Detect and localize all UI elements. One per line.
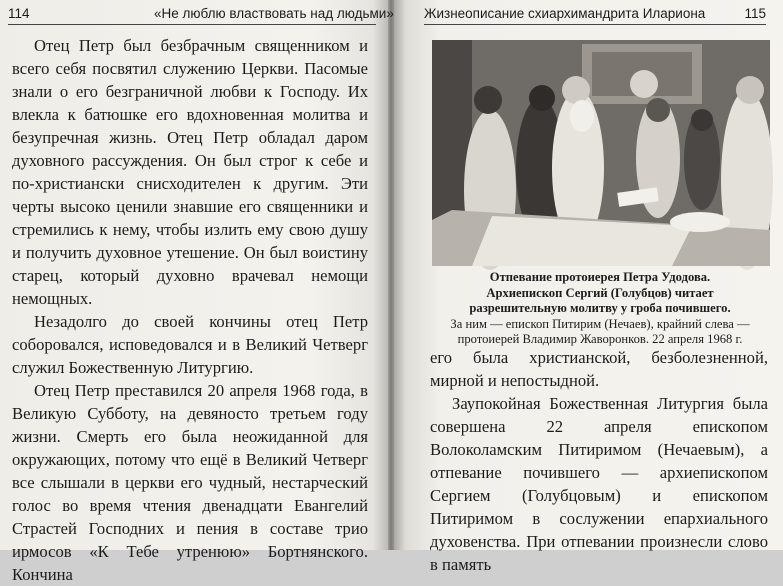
- left-page-number: 114: [8, 6, 30, 21]
- funeral-photo: [432, 40, 770, 266]
- caption-line: протоиерей Владимир Жаворонков. 22 апреля 1968 г.: [457, 332, 743, 347]
- caption-line: Отпевание протоиерея Петра Удодова.: [489, 270, 711, 284]
- left-page-header: [8, 4, 394, 25]
- left-page-text: [12, 34, 368, 586]
- right-page-number: 115: [744, 6, 766, 21]
- paragraph: Незадолго до своей кончины отец Петр соборовался, исповедовался и в Великий Четверг служил Божественную Литургию.: [12, 312, 368, 377]
- right-running-title: Жизнеописание схиархимандрита Илариона: [424, 6, 706, 21]
- paragraph: Отец Петр был безбрачным священником и всего себя посвятил служению Церкви. Пасомые знали о его безграничной любви к Господу. Их влекла к батюшке его вдохновенная молитва и безупречная жизнь. Отец Петр обладал даром духовного рассуждения. Он был строг к себе и по-христиански снисходителен к другим. Эти черты высоко ценили знавшие его священники и стремились к нему, чтобы излить ему свою душу и получить духовное утешение. Он был воистину старец, который духовно врачевал немощи немощных.: [12, 36, 368, 308]
- caption-line: разрешительную молитву у гроба почившего.: [469, 301, 731, 316]
- caption-line: За ним — епископ Питирим (Нечаев), крайний слева —: [450, 316, 750, 331]
- right-page-text: [430, 346, 768, 576]
- caption-line: Архиепископ Сергий (Голубцов) читает: [486, 285, 714, 300]
- paragraph: Отец Петр преставился 20 апреля 1968 года, в Великую Субботу, на девяносто третьем году жизни. Смерть его была неожиданной для окружающих, потому что ещё в Великий Четверг все слышали в церкви его чудный, нестарческий голос во время чтения двенадцати Евангелий Страстей Господних и пения в составе трио ирмосов «К Тебе утренюю» Бортнянского. Кончина: [12, 381, 368, 584]
- paragraph: его была христианской, безболезненной, мирной и непостыдной.: [430, 348, 768, 390]
- photo-caption: [430, 270, 770, 348]
- right-page-header: [424, 4, 766, 25]
- left-running-title: «Не люблю властвовать над людьми»: [154, 6, 394, 21]
- right-page: [394, 0, 783, 574]
- paragraph: Заупокойная Божественная Литургия была совершена 22 апреля епископом Волоколамским Питиримом (Нечаевым), а отпевание почившего — архиепископом Сергием (Голубцовым) и епископом Питиримом в сослужении епархиального духовенства. При отпевании произнесли слово в память: [430, 394, 768, 574]
- photo-illustration: [432, 40, 770, 266]
